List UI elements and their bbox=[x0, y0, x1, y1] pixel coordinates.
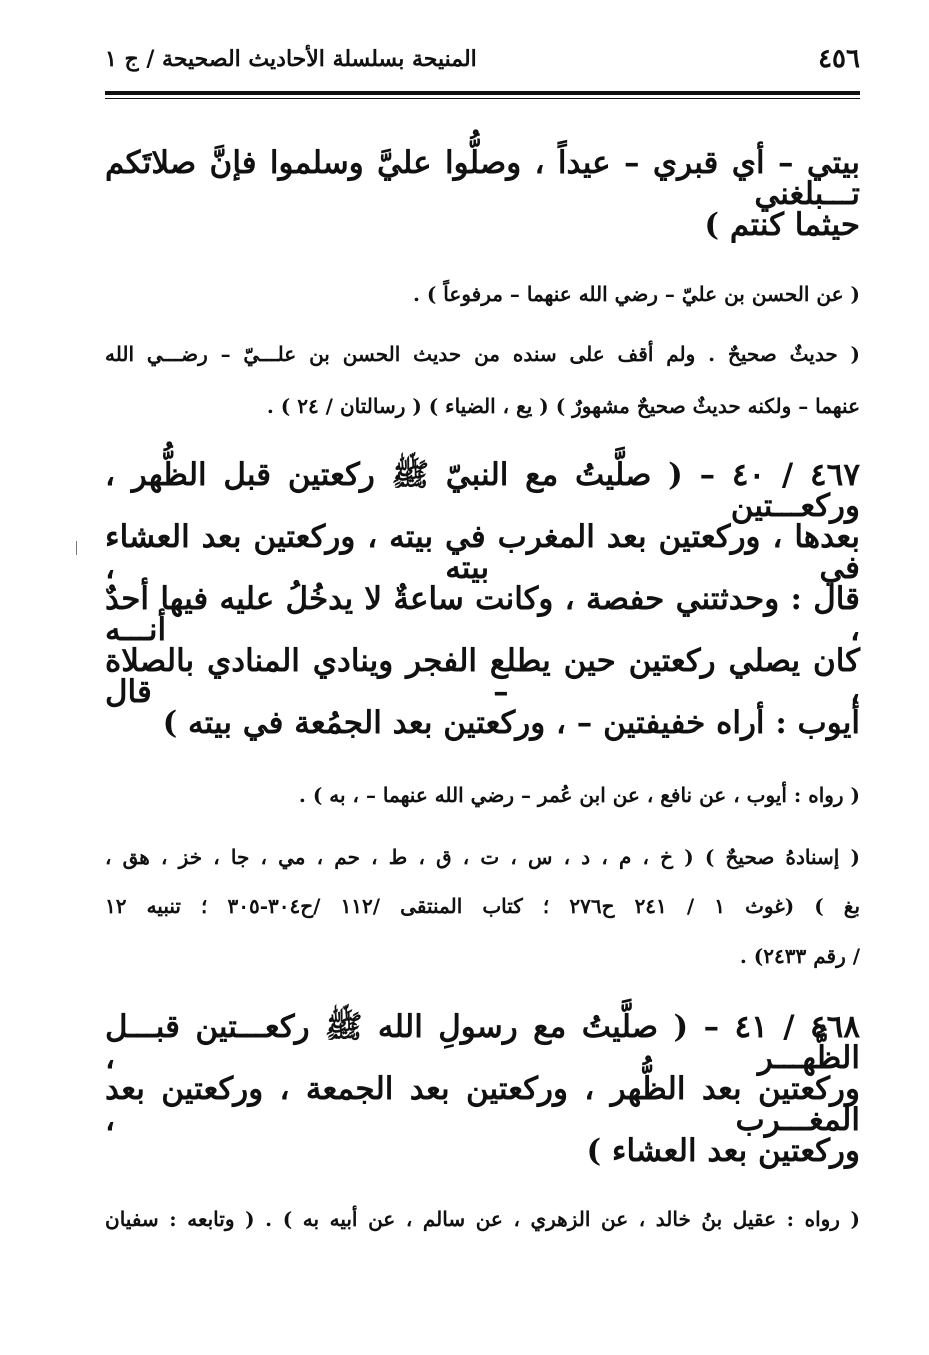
page-header bbox=[105, 42, 860, 92]
text-line: / رقم ٢٤٣٣) . bbox=[739, 944, 860, 968]
page-number: ٤٥٦ bbox=[818, 44, 860, 74]
hadith-467-line: كان يصلي ركعتين حين يطلع الفجر وينادي المنادي بالصلاة ، – قال bbox=[105, 643, 860, 710]
text-line: ( حديثٌ صحيحٌ . ولم أقف على سنده من حديث الحسن بن علـــيّ – رضـــي الله bbox=[105, 342, 860, 366]
text-line: ( رواه : أيوب ، عن نافع ، عن ابن عُمر – رضي الله عنهما – ، به ) . bbox=[298, 783, 860, 807]
hadith-467-line: بعدها ، وركعتين بعد المغرب في بيته ، وركعتين بعد العشاء في بيته ، bbox=[105, 519, 860, 586]
text-line: ( إسنادهُ صحيحٌ ) ( خ ، م ، د ، س ، ت ، ق ، ط ، حم ، مي ، جا ، خز ، هق ، bbox=[105, 845, 860, 869]
text-line: ( رواه : عقيل بنُ خالد ، عن الزهري ، عن سالم ، عن أبيه به ) . ( وتابعه : سفيان bbox=[105, 1207, 860, 1231]
text-line: عنهما – ولكنه حديثٌ صحيحٌ مشهورٌ ) ( يع ، الضياء ) ( رسالتان / ٢٤ ) . bbox=[266, 394, 860, 418]
text-line: حيثما كنتم ) bbox=[704, 207, 860, 243]
hadith-468-line: وركعتين بعد الظُّهر ، وركعتين بعد الجمعة ، وركعتين بعد المغـــرب ، bbox=[105, 1071, 860, 1138]
header-rule-thin bbox=[105, 98, 860, 99]
hadith-467-line: أيوب : أراه خفيفتين – ، وركعتين بعد الجمُعة في بيته ) bbox=[162, 705, 860, 741]
text-line: بغ ) (غوث ١ / ٢٤١ ح٢٧٦ ؛ كتاب المنتقى /١١٢ /ح٣٠٤-٣٠٥ ؛ تنبيه ١٢ bbox=[105, 894, 861, 918]
hadith-468-line: ٤٦٨ / ٤١ – ( صلَّيتُ مع رسولِ الله ﷺ ركعـــتين قبـــل الظُّهـــر ، bbox=[105, 1009, 860, 1076]
text-line: بيتي – أي قبري – عيداً ، وصلُّوا عليَّ وسلموا فإنَّ صلاتَكم تـــبلغني bbox=[105, 145, 860, 212]
hadith-468-line: وركعتين بعد العشاء ) bbox=[586, 1133, 860, 1169]
margin-mark bbox=[76, 541, 77, 555]
hadith-467-line: ٤٦٧ / ٤٠ – ( صلَّيتُ مع النبيّ ﷺ ركعتين قبل الظُّهر ، وركعـــتين bbox=[105, 457, 860, 524]
hadith-467-line: قال : وحدثتني حفصة ، وكانت ساعةٌ لا يدخُلُ عليه فيها أحدٌ ، أنـــه bbox=[105, 581, 860, 648]
header-rule-thick bbox=[105, 91, 860, 95]
text-line: ( عن الحسن بن عليّ – رضي الله عنهما – مرفوعاً ) . bbox=[412, 282, 860, 306]
running-title: المنيحة بسلسلة الأحاديث الصحيحة / ج ١ bbox=[105, 46, 477, 72]
